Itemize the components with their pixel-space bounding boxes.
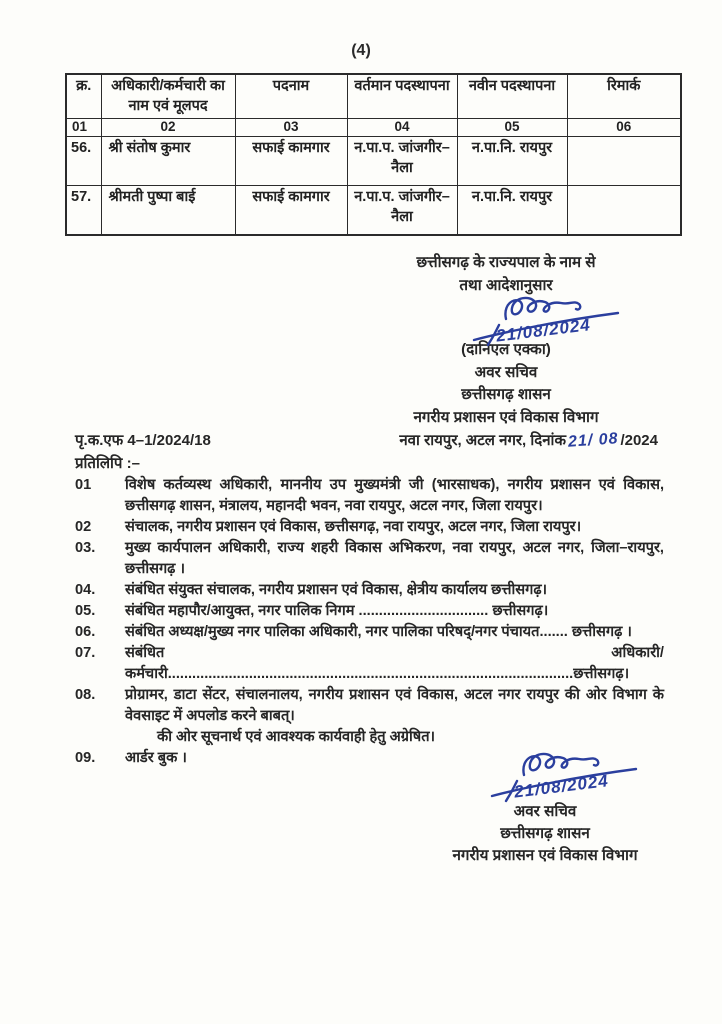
- column-number: 03: [235, 119, 347, 137]
- copy-item-number: 02: [75, 519, 92, 536]
- column-number: 02: [101, 119, 235, 137]
- copy-item-number: 04.: [75, 582, 96, 599]
- place-date-prefix: नवा रायपुर, अटल नगर, दिनांक: [399, 432, 566, 450]
- copy-item-text: संबंधित महापौर/आयुक्त, नगर पालिक निगम ................................ छत्तीसगढ़।: [125, 603, 549, 620]
- copy-item-number: 03.: [75, 540, 96, 557]
- cell-name: श्रीमती पुष्पा बाई: [101, 186, 235, 236]
- copy-section-heading: प्रतिलिपि :–: [75, 455, 140, 473]
- place-and-date: [399, 430, 658, 450]
- header-serial: क्र.: [66, 74, 101, 119]
- cell-serial: 57.: [66, 186, 101, 236]
- copy-item: [75, 643, 664, 685]
- cell-current-posting: न.पा.प. जांजगीर–नैला: [347, 186, 457, 236]
- cell-designation: सफाई कामगार: [235, 137, 347, 186]
- table-row: [66, 186, 681, 236]
- copy-item-text: संबंधित अध्यक्ष/मुख्य नगर पालिका अधिकारी, नगर पालिका परिषद्/नगर पंचायत....... छत्तीसगढ़ ।: [125, 624, 632, 641]
- copy-item: [75, 685, 664, 748]
- signatory-name: (दानिएल एक्का): [461, 341, 551, 359]
- file-number: पृ.क.एफ 4–1/2024/18: [75, 432, 211, 450]
- signature-date: 21/08/2024: [495, 315, 592, 346]
- signatory-org: छत्तीसगढ़ शासन: [461, 386, 551, 404]
- table-row: [66, 137, 681, 186]
- copy-item: [75, 538, 664, 580]
- copy-item: [75, 601, 664, 622]
- column-number: 01: [66, 119, 101, 137]
- cell-new-posting: न.पा.नि. रायपुर: [457, 137, 567, 186]
- signatory-dept: नगरीय प्रशासन एवं विकास विभाग: [413, 408, 599, 426]
- copy-item-text-sub: की ओर सूचनार्थ एवं आवश्यक कार्यवाही हेतु अग्रेषित।: [157, 729, 436, 746]
- cell-remark: [567, 137, 681, 186]
- printed-year: /2024: [620, 432, 658, 450]
- header-new-posting: नवीन पदस्थापना: [457, 74, 567, 119]
- copy-item: [75, 517, 664, 538]
- column-number: 06: [567, 119, 681, 137]
- order-line-1: छत्तीसगढ़ के राज्यपाल के नाम से: [416, 254, 596, 272]
- cell-serial: 56.: [66, 137, 101, 186]
- footer-org: छत्तीसगढ़ शासन: [500, 825, 590, 843]
- column-number: 05: [457, 119, 567, 137]
- copy-item-text: संबंधित अधिकारी/कर्मचारी....................................................................................................छत्तीसगढ़।: [125, 645, 664, 683]
- handwritten-signature-icon: [466, 293, 644, 349]
- cell-name: श्री संतोष कुमार: [101, 137, 235, 186]
- copy-item-number: 08.: [75, 687, 96, 704]
- copy-item-number: 05.: [75, 603, 96, 620]
- order-authority-block: [338, 252, 674, 429]
- copy-item: [75, 475, 664, 517]
- handwritten-signature-icon: [484, 749, 662, 805]
- signature-area: [338, 297, 674, 347]
- copy-item: [75, 580, 664, 601]
- copy-item-number: 06.: [75, 624, 96, 641]
- reference-line: [75, 430, 658, 450]
- copy-item-text: विशेष कर्तव्यस्थ अधिकारी, माननीय उप मुख्यमंत्री जी (भारसाधक), नगरीय प्रशासन एवं विकास, छत्तीसगढ़ शासन, मंत्रालय, महानदी भवन, नवा रायपुर, अटल नगर, जिला रायपुर।: [125, 477, 664, 515]
- signatory-title: अवर सचिव: [474, 363, 538, 381]
- header-current-posting: वर्तमान पदस्थापना: [347, 74, 457, 119]
- copy-item-text: संचालक, नगरीय प्रशासन एवं विकास, छत्तीसगढ़, नवा रायपुर, अटल नगर, जिला रायपुर।: [125, 519, 582, 536]
- table-header-row: [66, 74, 681, 119]
- footer-title: अवर सचिव: [513, 803, 577, 821]
- header-remark: रिमार्क: [567, 74, 681, 119]
- order-line-2: तथा आदेशानुसार: [459, 276, 553, 294]
- cell-new-posting: न.पा.नि. रायपुर: [457, 186, 567, 236]
- page-number: (4): [351, 42, 371, 59]
- copy-item-text: [125, 685, 664, 748]
- posting-table: [65, 73, 682, 236]
- copy-item-text: संबंधित संयुक्त संचालक, नगरीय प्रशासन एवं विकास, क्षेत्रीय कार्यालय छत्तीसगढ़।: [125, 582, 548, 599]
- header-name: अधिकारी/कर्मचारी का नाम एवं मूलपद: [101, 74, 235, 119]
- column-number: 04: [347, 119, 457, 137]
- copy-item-text-main: प्रोग्रामर, डाटा सेंटर, संचालनालय, नगरीय प्रशासन एवं विकास, अटल नगर रायपुर की ओर विभाग के वेवसाइट में अपलोड करने बाबत्।: [125, 687, 664, 725]
- copy-item-text: मुख्य कार्यपालन अधिकारी, राज्य शहरी विकास अभिकरण, नवा रायपुर, अटल नगर, जिला–रायपुर, छत्तीसगढ़ ।: [125, 540, 664, 578]
- signature-area: [392, 753, 698, 807]
- cell-designation: सफाई कामगार: [235, 186, 347, 236]
- cell-remark: [567, 186, 681, 236]
- cell-current-posting: न.पा.प. जांजगीर–नैला: [347, 137, 457, 186]
- header-designation: पदनाम: [235, 74, 347, 119]
- footer-signature-block: [392, 753, 698, 867]
- copy-item-number: 07.: [75, 645, 96, 662]
- column-number-row: [66, 119, 681, 137]
- signature-date: 21/08/2024: [513, 771, 610, 802]
- copy-list: [75, 475, 664, 769]
- handwritten-date: 21/ 08: [567, 430, 619, 452]
- footer-dept: नगरीय प्रशासन एवं विकास विभाग: [452, 847, 638, 865]
- copy-item: [75, 622, 664, 643]
- copy-item-number: 09.: [75, 750, 96, 767]
- copy-item-number: 01: [75, 477, 92, 494]
- copy-item-text: आर्डर बुक ।: [125, 750, 187, 767]
